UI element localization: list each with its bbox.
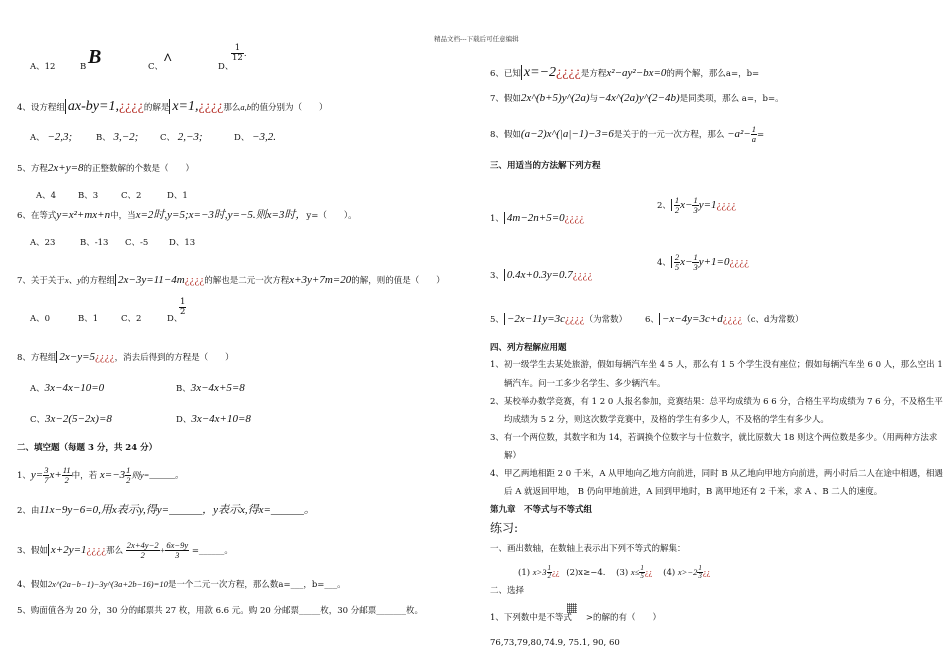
q4-option-c: C、 2,−3; [160,131,203,143]
q8-option-d: D、3x−4x+10=8 [176,413,251,425]
section-2-title: 二、填空题（每题 3 分，共 24 分） [17,443,158,453]
question-8: 8、方程组 2x−y=5¿¿¿¿，消去后得到的方程是（ ） [17,351,234,363]
q3-option-b-glyph: B [88,46,102,68]
fill-3-system: x+2y=1¿¿¿¿ [48,544,106,556]
fill-5: 5、购面值各为 20 分，30 分的邮票共 27 枚，用款 6.6 元。购 20 分邮票_____枚，30 分邮票_______枚。 [17,606,424,616]
equation-4: 4、 $\frac{2}{5}$ x− $\frac{1}{3}$ y+1=0¿¿¿¿ [657,251,749,272]
equation-2: 2、 $\frac{1}{2}$ x− $\frac{1}{3}$ y=1¿¿¿¿ [657,194,737,215]
q4-option-d: D、 −3,2. [234,131,276,143]
q8-system: 2x−y=5¿¿¿¿ [56,351,114,363]
practice-title: 练习: [490,521,519,535]
fill-3: 3、假如 x+2y=1¿¿¿¿那么 $\frac{2x+4y-2}{2}$ + $\frac{6x-9y}{3}$ =______。 [17,540,233,560]
q3-option-b-label: B [80,62,87,72]
q8-option-b: B、3x−4x+5=8 [176,382,245,394]
practice-instruction-1: 一、画出数轴，在数轴上表示出下列不等式的解集： [490,544,686,554]
question-4: 4、设方程组 ax-by=1,¿¿¿¿的解是 x=1,¿¿¿¿那么a,b的值分别为（ ） [17,99,328,114]
inequality-list: (1) x>3 $\frac{1}{2}$ ¿¿ (2)x≥−4. (3) x≤ $\frac{1}{5}$ ¿¿ (4) x>−2 $\frac{1}{3}$ ¿¿ [518,564,711,580]
q4-option-a: A、 −2,3; [30,131,73,143]
q3-option-d-label: D、 [218,62,234,72]
select-question-1-numbers: 76,73,79,80,74.9, 75.1, 90, 60 [490,638,620,648]
fill-2: 2、由11x−9y−6=0,用x表示y,得y=______，y表示x,得x=______。 [17,504,315,516]
q7-option-d-fraction: $\frac{1}{2}$ [180,297,186,317]
chapter-9-title: 第九章 不等式与不等式组 [490,505,593,515]
q7-option-b: B、1 [78,314,99,324]
select-question-1: 1、下列数中是不等式 >的解的有（ ） [490,613,662,623]
section-3-title: 三、用适当的方法解下列方程 [490,161,601,171]
q6-option-a: A、23 [30,238,56,248]
q5-option-b: B、3 [78,191,99,201]
fill-4: 4、假如2x^(2a−b−1)−3y^(3a+2b−16)=10是一个二元一次方程，那么数a=___，b=___。 [17,579,346,590]
question-6: 6、在等式y=x²+mx+n中，当x=2时,y=5;x=−3时,y=−5.则x=3时，y=（ ）。 [17,209,357,221]
q4-solution: x=1,¿¿¿¿ [169,99,223,114]
q7-option-a: A、0 [30,314,51,324]
q5-option-c: C、2 [121,191,142,201]
q5-option-d: D、1 [167,191,188,201]
practice-instruction-2: 二、选择 [490,586,525,596]
question-7: 7、关于关于x、y的方程组 2x−3y=11−4m¿¿¿¿的解也是二元一次方程x+3y+7m=20的解，则的值是（ ） [17,274,445,286]
q7-option-c: C、2 [121,314,142,324]
q8-option-c: C、3x−2(5−2x)=8 [30,413,112,425]
equation-6: 6、 −x−4y=3c+d¿¿¿¿（c、d为常数） [645,313,804,325]
right-q6-system: x=−2¿¿¿¿ [521,65,581,80]
q6-option-c: C、-5 [125,238,149,248]
equation-5: 5、 −2x−11y=3c¿¿¿¿（为常数） [490,313,628,325]
section-4-title: 四、列方程解应用题 [490,343,567,353]
q6-option-b: B、-13 [80,238,109,248]
q3-option-c-glyph: ^ [163,51,173,68]
fill-1: 1、y= $\frac{3}{7}$ x+ $\frac{11}{2}$ 中，若 x=−3 $\frac{1}{2}$ 则y=______。 [17,465,184,485]
q8-option-a: A、3x−4x−10=0 [30,382,105,394]
q7-option-d-label: D、 [167,314,183,324]
q3-option-d-fraction: $\frac{1}{12}$ . [232,43,247,63]
right-q8: 8、假如(a−2)x^(|a|−1)−3=6是关于的一元一次方程，那么 −a²− $\frac{1}{a}$ = [490,124,765,144]
q7-system: 2x−3y=11−4m¿¿¿¿ [115,274,204,286]
right-q6: 6、已知 x=−2¿¿¿¿是方程x²−ay²−bx=0的两个解，那么a=，b= [490,65,760,80]
equation-1: 1、 4m−2n+5=0¿¿¿¿ [490,212,585,224]
q4-system: ax-by=1,¿¿¿¿ [65,99,144,114]
q4-option-b: B、 3,−2; [96,131,139,143]
equation-3: 3、 0.4x+0.3y=0.7¿¿¿¿ [490,269,593,281]
q3-option-a: A、12 [30,62,56,72]
q6-option-d: D、13 [169,238,196,248]
page-header: 精品文档---下载后可任意编辑 [434,35,519,43]
inequality-image [567,603,577,613]
question-5: 5、方程2x+y=8的正整数解的个数是（ ） [17,162,195,174]
right-q7: 7、假如2x^(b+5)y^(2a)与−4x^(2a)y^(2−4b)是同类项，那么 a=，b=。 [490,92,784,104]
q3-option-c-label: C、 [148,62,164,72]
q5-option-a: A、4 [36,191,57,201]
